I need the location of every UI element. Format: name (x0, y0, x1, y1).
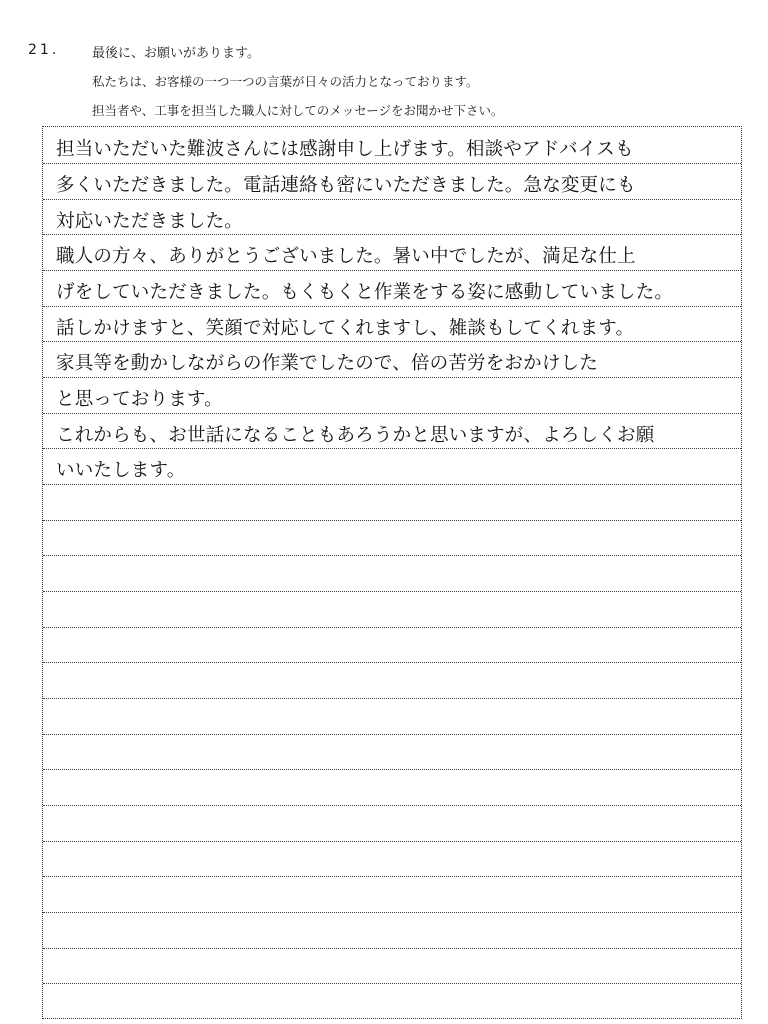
question-title: 最後に、お願いがあります。 (92, 46, 260, 61)
handwritten-line-2: 多くいただきました。電話連絡も密にいただきました。急な変更にも (56, 175, 636, 196)
question-text-line-2: 担当者や、工事を担当した職人に対してのメッセージをお聞かせ下さい。 (92, 103, 504, 118)
handwritten-line-10: いいたします。 (56, 460, 186, 481)
ruled-line (43, 769, 741, 770)
ruled-line (43, 734, 741, 735)
ruled-line (43, 377, 741, 378)
handwritten-line-1: 担当いただいた難波さんには感謝申し上げます。相談やアドバイスも (56, 139, 634, 160)
question-text-line-1: 私たちは、お客様の一つ一つの言葉が日々の活力となっております。 (92, 74, 479, 89)
handwritten-line-9: これからも、お世話になることもあろうかと思いますが、よろしくお願 (56, 425, 655, 446)
ruled-line (43, 484, 741, 485)
handwritten-line-4: 職人の方々、ありがとうございました。暑い中でしたが、満足な仕上 (56, 246, 636, 267)
handwritten-line-7: 家具等を動かしながらの作業でしたので、倍の苦労をおかけした (56, 353, 598, 374)
ruled-line (43, 520, 741, 521)
handwritten-line-3: 対応いただきました。 (56, 211, 244, 232)
ruled-line (43, 662, 741, 663)
ruled-line (43, 698, 741, 699)
ruled-line (43, 948, 741, 949)
ruled-line (43, 627, 741, 628)
ruled-line (43, 448, 741, 449)
question-number: 21. (28, 42, 60, 58)
ruled-line (43, 270, 741, 271)
ruled-line (43, 555, 741, 556)
ruled-line (43, 341, 741, 342)
handwritten-line-5: げをしていただきました。もくもくと作業をする姿に感動していました。 (56, 282, 674, 303)
ruled-line (43, 234, 741, 235)
ruled-line (43, 163, 741, 164)
ruled-line (43, 912, 741, 913)
handwritten-line-8: と思っております。 (56, 389, 223, 410)
ruled-line (43, 841, 741, 842)
ruled-line (43, 306, 741, 307)
ruled-line (43, 591, 741, 592)
ruled-line (43, 876, 741, 877)
ruled-line (43, 983, 741, 984)
ruled-line (43, 199, 741, 200)
ruled-line (43, 805, 741, 806)
handwritten-line-6: 話しかけますと、笑顔で対応してくれますし、雑談もしてくれます。 (56, 318, 635, 339)
ruled-line (43, 413, 741, 414)
